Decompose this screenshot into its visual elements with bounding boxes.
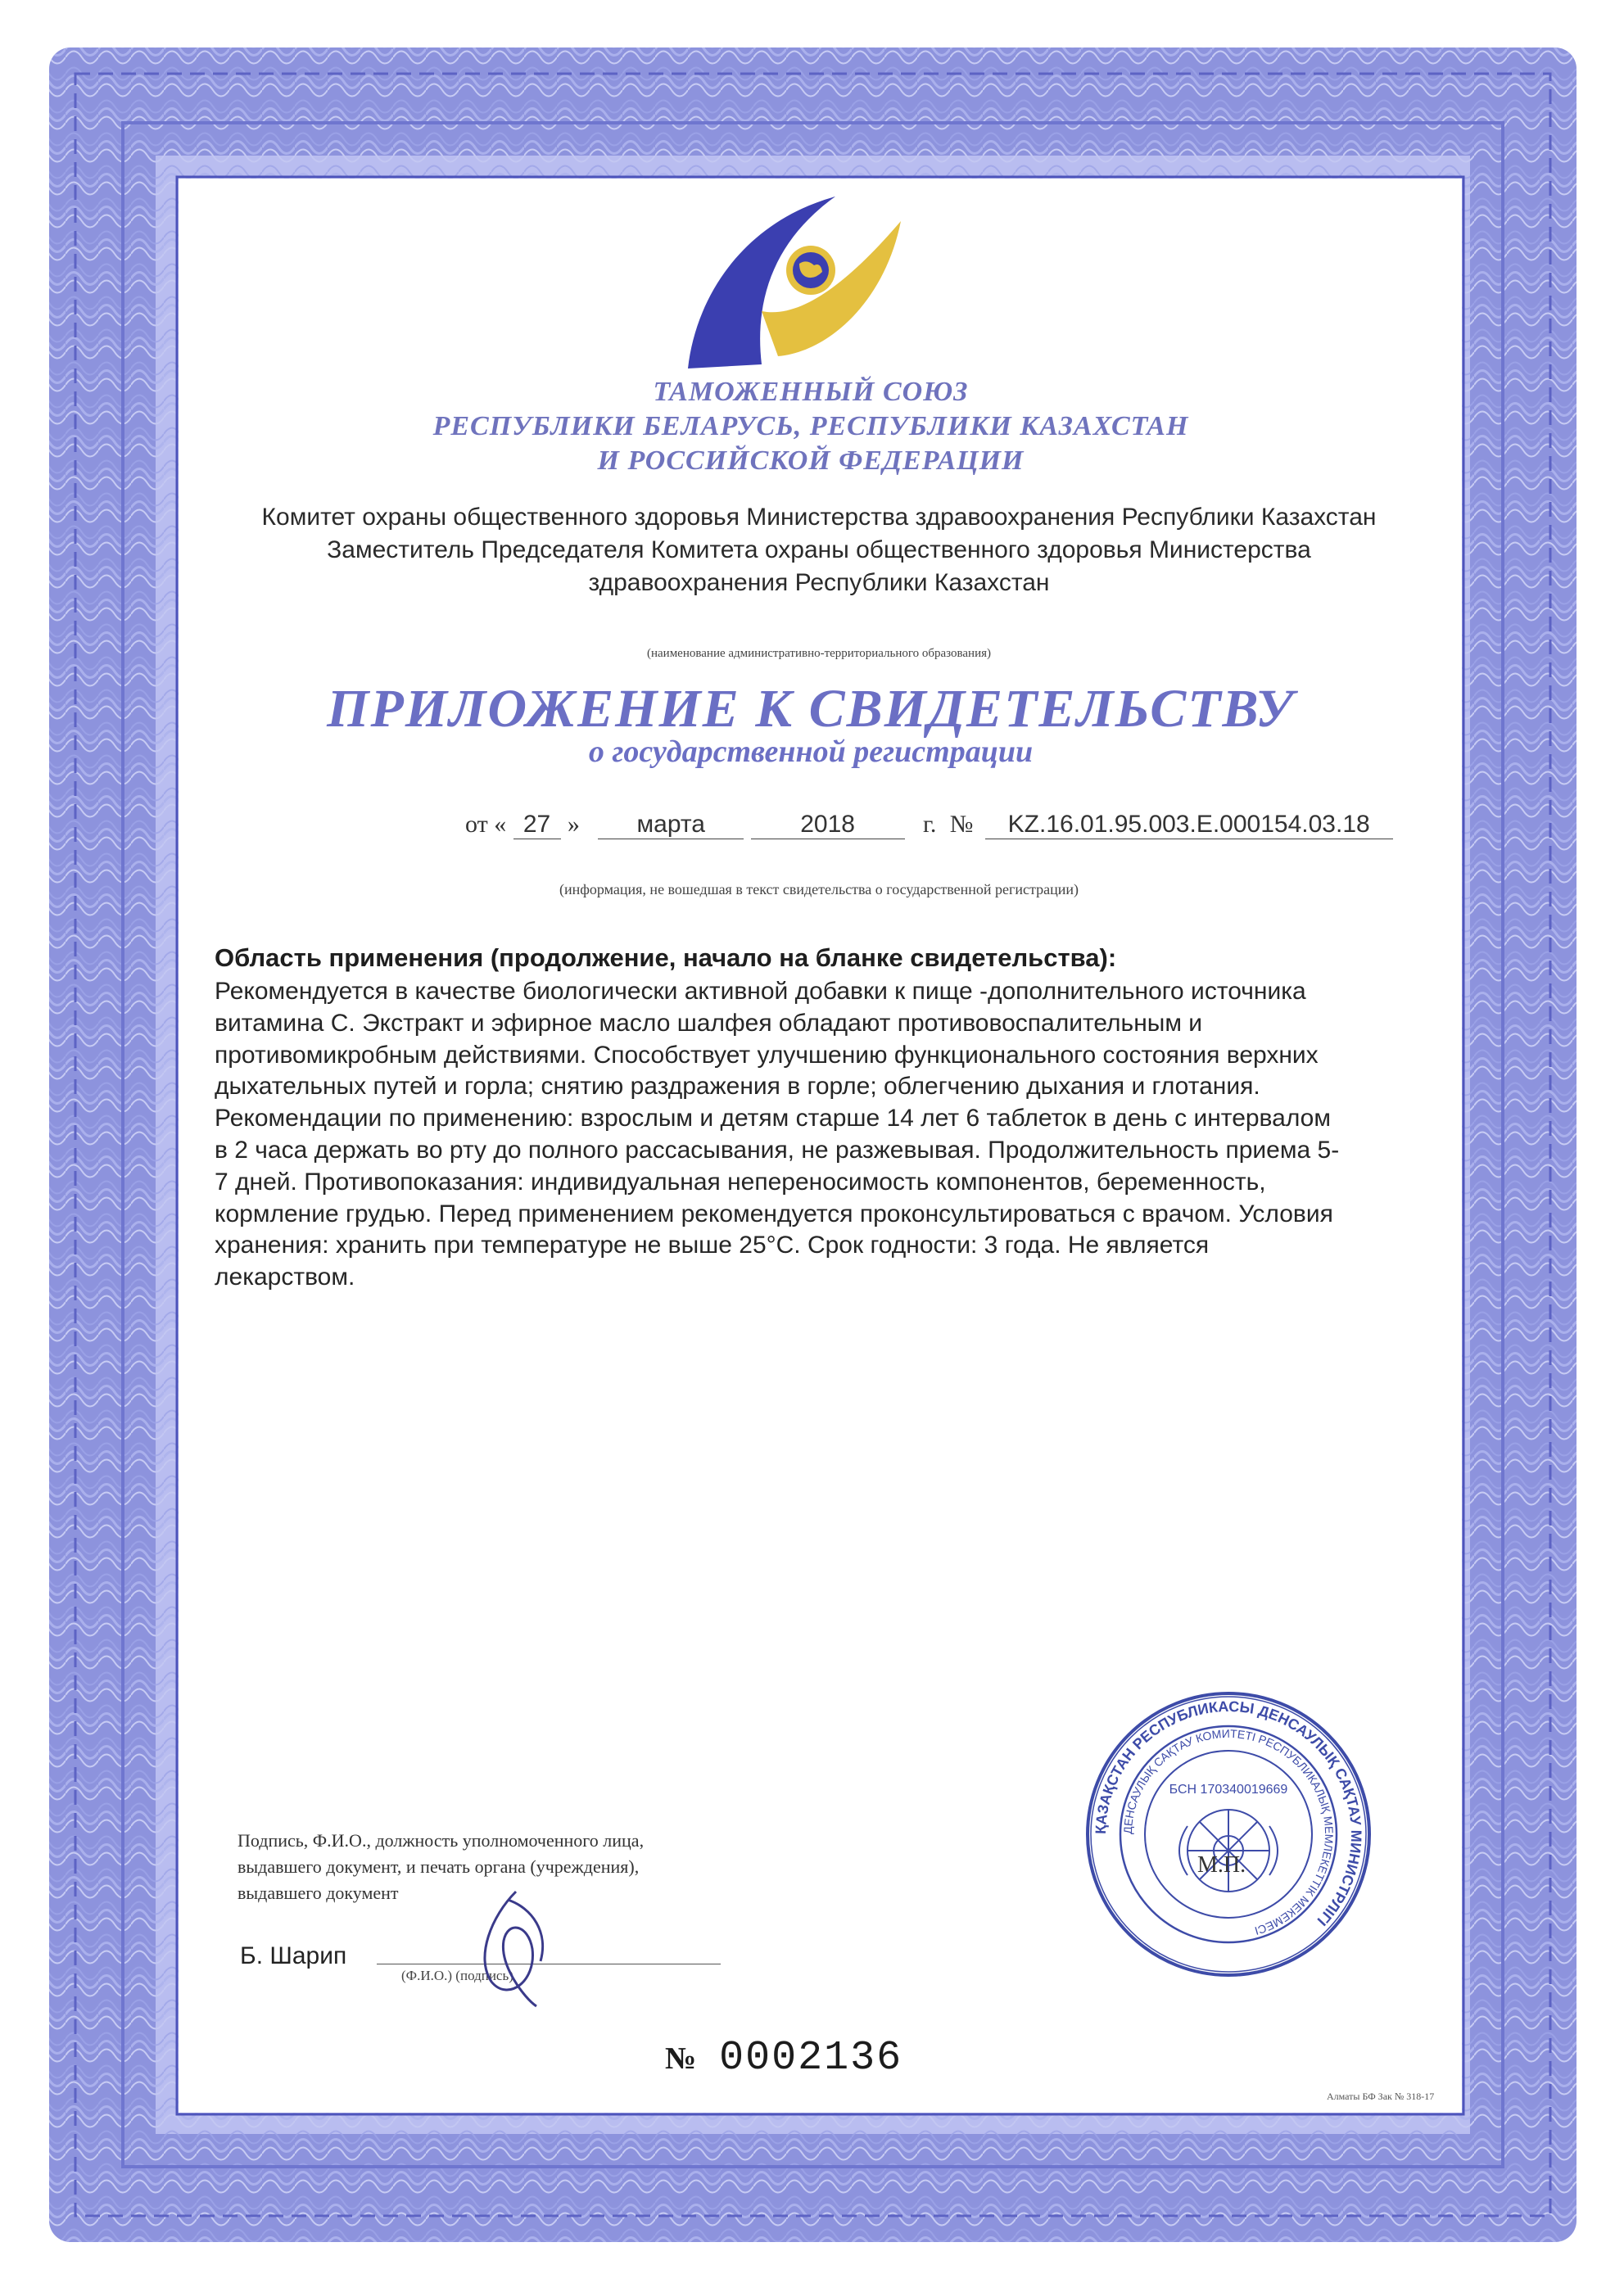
scope-line: кормление грудью. Перед применением рекомендуется проконсультироваться с врачом. Условия [215, 1200, 1333, 1227]
committee-line-2: Заместитель Председателя Комитета охраны общественного здоровья Министерства [327, 536, 1311, 563]
date-close-quote: » [567, 811, 580, 838]
seal-inner-text: ДЕНСАУЛЫҚ САҚТАУ КОМИТЕТІ РЕСПУБЛИКАЛЫҚ МЕМЛЕКЕТТІК МЕКЕМЕСІ [1120, 1726, 1337, 1938]
signer-name: Б. Шарип [240, 1942, 347, 1969]
union-line-3: И РОССИЙСКОЙ ФЕДЕРАЦИИ [597, 445, 1025, 476]
scope-line: Рекомендации по применению: взрослым и детям старше 14 лет 6 таблеток в день с интервалом [215, 1105, 1331, 1132]
scope-line: в 2 часа держать во рту до полного рассасывания, не разжевывая. Продолжительность приема 5- [215, 1136, 1340, 1164]
document-title: ПРИЛОЖЕНИЕ К СВИДЕТЕЛЬСТВУ [327, 679, 1295, 739]
seal-stamp-label: М.П. [1197, 1852, 1246, 1878]
handwritten-signature [459, 1883, 573, 2014]
document-subtitle: о государственной регистрации [588, 735, 1034, 769]
registration-line [465, 811, 1393, 848]
scope-line: витамина С. Экстракт и эфирное масло шалфея обладают противовоспалительным и [215, 1009, 1203, 1037]
serial-sign: № [665, 2041, 699, 2076]
serial-number [665, 2031, 902, 2082]
reg-month: марта [598, 811, 744, 839]
number-sign: № [949, 811, 974, 838]
info-caption: (информация, не вошедшая в текст свидетельства о государственной регистрации) [559, 881, 1079, 897]
admin-caption: (наименование административно-территориального образования) [646, 647, 992, 660]
date-prefix: от « [465, 811, 507, 838]
reg-number: KZ.16.01.95.003.Е.000154.03.18 [985, 811, 1393, 839]
seal-outer-text: ҚАЗАҚСТАН РЕСПУБЛИКАСЫ ДЕНСАУЛЫҚ САҚТАУ МИНИСТРЛІГІ [1092, 1698, 1365, 1929]
scope-text [215, 976, 1484, 1294]
serial-digits: 0002136 [719, 2035, 903, 2082]
committee-line-1: Комитет охраны общественного здоровья Министерства здравоохранения Республики Казахстан [261, 504, 1377, 531]
scope-line: 7 дней. Противопоказания: индивидуальная непереносимость компонентов, беременность, [215, 1168, 1266, 1196]
official-seal [1081, 1687, 1376, 1982]
union-line-2: РЕСПУБЛИКИ БЕЛАРУСЬ, РЕСПУБЛИКИ КАЗАХСТАН [432, 411, 1189, 441]
reg-year: 2018 [751, 811, 905, 839]
union-line-1: ТАМОЖЕННЫЙ СОЮЗ [653, 377, 969, 407]
signature-caption-line: выдавшего документ, и печать органа (учреждения), [237, 1856, 640, 1877]
signature-caption-line: Подпись, Ф.И.О., должность уполномоченного лица, [237, 1830, 645, 1851]
scope-line: хранения: хранить при температуре не выше 25°С. Срок годности: 3 года. Не является [215, 1232, 1210, 1259]
signature-caption-line: выдавшего документ [237, 1883, 399, 1903]
committee-line-3: здравоохранения Республики Казахстан [588, 569, 1050, 596]
customs-union-emblem [639, 188, 917, 377]
year-suffix: г. [922, 811, 937, 838]
fio-caption: (Ф.И.О.) (подпись) [401, 1968, 513, 1983]
scope-line: лекарством. [215, 1264, 355, 1291]
print-mark: Алматы БФ Зак № 318-17 [1327, 2091, 1435, 2102]
scope-line: Рекомендуется в качестве биологически активной добавки к пище -дополнительного источника [215, 978, 1306, 1005]
scope-line: дыхательных путей и горла; снятию раздражения в горле; облегчению дыхания и глотания. [215, 1073, 1260, 1101]
scope-heading: Область применения (продолжение, начало на бланке свидетельства): [215, 943, 1117, 972]
scope-line: противомикробным действиями. Способствует улучшению функционального состояния верхних [215, 1041, 1319, 1069]
seal-bin: БСН 170340019669 [1169, 1783, 1288, 1797]
kazakhstan-emblem-icon [1179, 1810, 1278, 1892]
reg-day: 27 [513, 811, 561, 839]
